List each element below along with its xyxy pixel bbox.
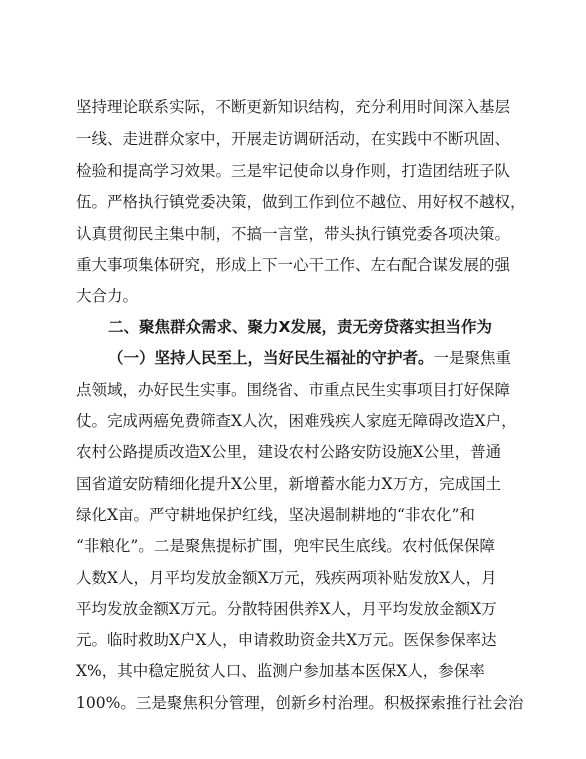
paragraph-line: X%，其中稳定脱贫人口、监测户参加基本医保X人，参保率 [76, 662, 485, 680]
paragraph-line: 绿化X亩。严守耕地保护红线，坚决遏制耕地的“非农化”和 [76, 506, 475, 524]
section-heading: 二、聚焦群众需求、聚力X发展，责无旁贷落实担当作为 [108, 318, 492, 336]
sub-heading: （一）坚持人民至上，当好民生福祉的守护者。 [108, 349, 434, 367]
paragraph-line: 农村公路提质改造X公里，建设农村公路安防设施X公里，普通 [76, 443, 502, 461]
paragraph-line: 仗。完成两癌免费筛查X人次，困难残疾人家庭无障碍改造X户， [76, 412, 517, 430]
sub-heading-line [108, 345, 548, 371]
paragraph-line: 重大事项集体研究，形成上下一心干工作、左右配合谋发展的强 [76, 256, 511, 274]
paragraph-line: 人数X人，月平均发放金额X万元，残疾两项补贴发放X人，月 [76, 569, 497, 587]
paragraph-line: “非粮化”。二是聚焦提标扩围，兜牢民生底线。农村低保保障 [76, 537, 495, 555]
paragraph-line: 伍。严格执行镇党委决策，做到工作到位不越位、用好权不越权， [76, 193, 526, 211]
paragraph-line: 国省道安防精细化提升X公里，新增蓄水能力X万方，完成国土 [76, 475, 502, 493]
paragraph-line: 坚持理论联系实际，不断更新知识结构，充分利用时间深入基层 [76, 98, 511, 116]
paragraph-line: 检验和提高学习效果。三是牢记使命以身作则，打造团结班子队 [76, 162, 511, 180]
paragraph-line: 一线、走进群众家中，开展走访调研活动，在实践中不断巩固、 [76, 130, 511, 148]
paragraph-line: 大合力。 [76, 287, 139, 305]
paragraph-line: 100%。三是聚焦积分管理，创新乡村治理。积极探索推行社会治 [76, 694, 524, 712]
paragraph-line: 认真贯彻民主集中制，不搞一言堂，带头执行镇党委各项决策。 [76, 225, 511, 243]
sub-heading-rest: 一是聚焦重 [433, 349, 512, 367]
paragraph-line: 点领域，办好民生实事。围绕省、市重点民生实事项目打好保障 [76, 381, 511, 399]
paragraph-line: 元。临时救助X户X人，申请救助资金共X万元。医保参保率达 [76, 631, 497, 649]
paragraph-line: 平均发放金额X万元。分散特困供养X人，月平均发放金额X万 [76, 600, 497, 618]
